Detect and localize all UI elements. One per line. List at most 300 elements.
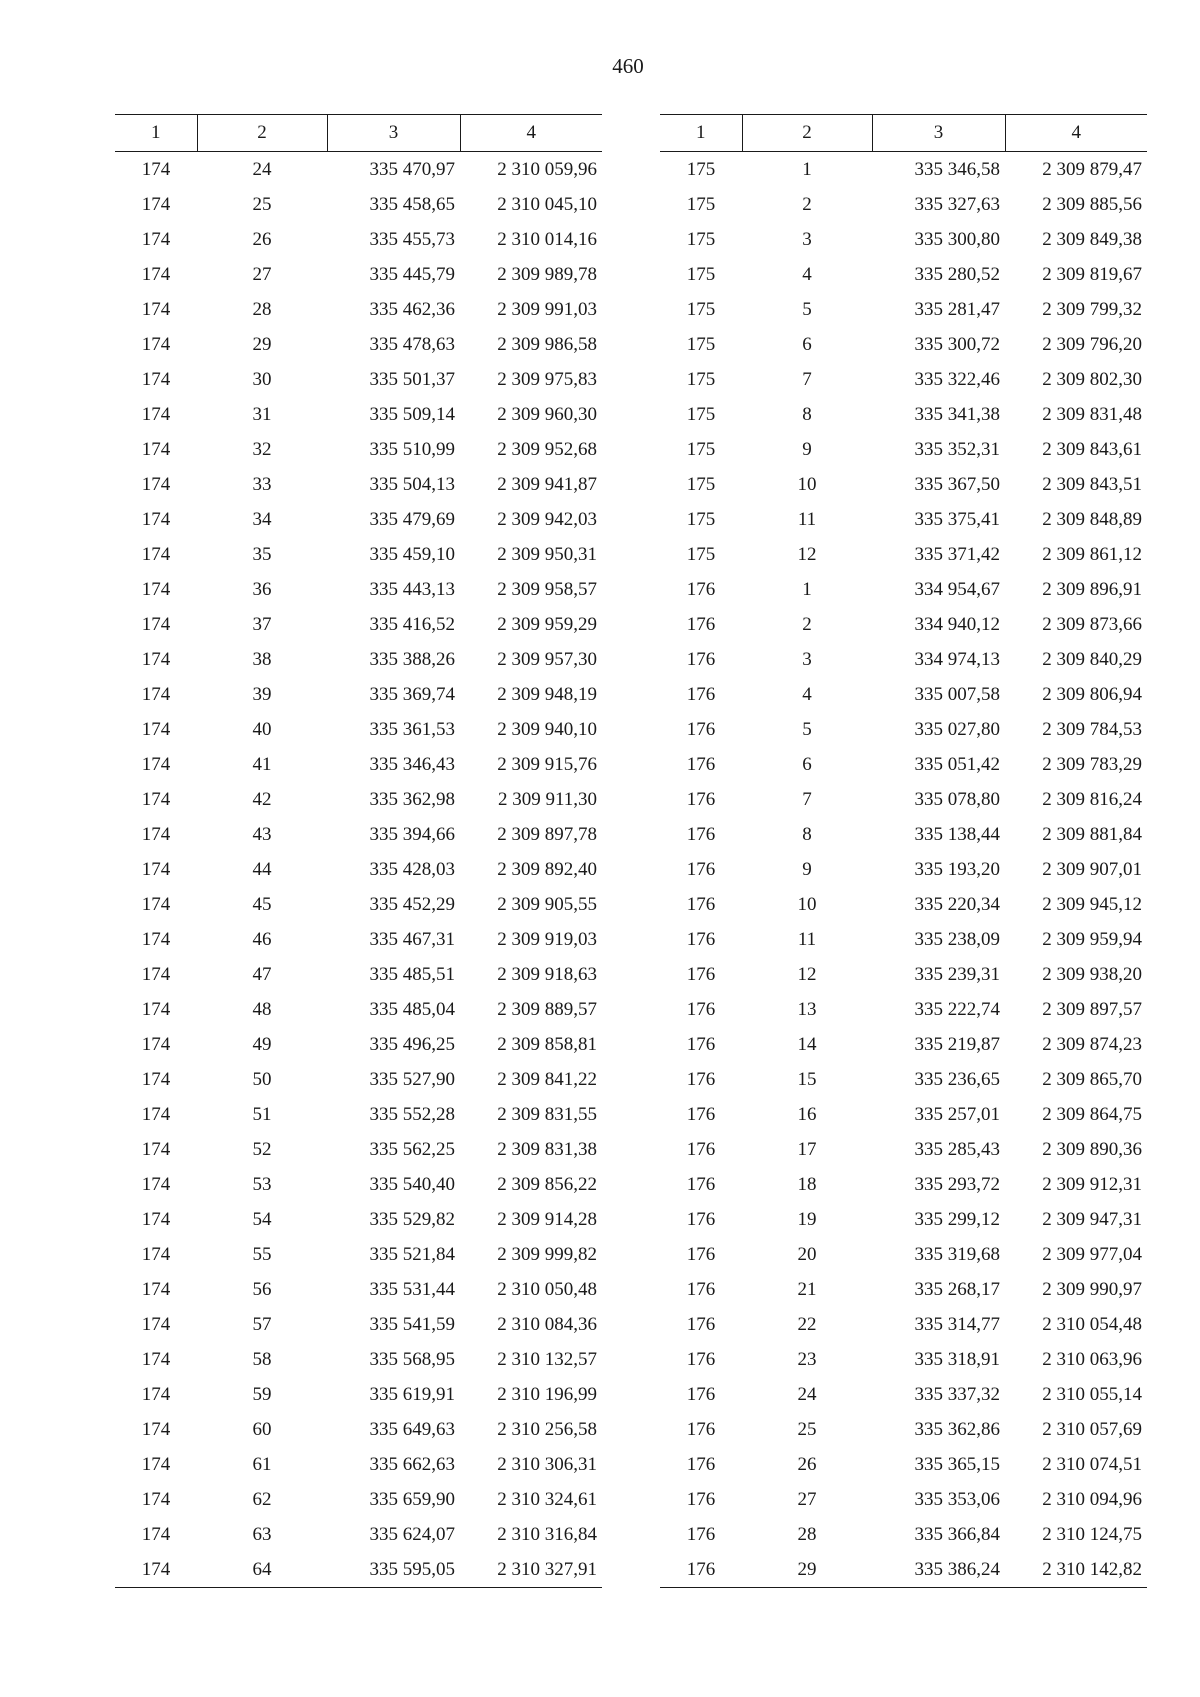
y-coordinate-cell: 2 309 945,12 [1042,893,1142,915]
section-number-cell: 174 [141,963,171,985]
table-row [115,257,602,292]
table-row [660,1342,1147,1377]
y-coordinate-cell: 2 310 074,51 [1042,1453,1142,1475]
table-row [660,607,1147,642]
section-number-cell: 176 [686,1313,716,1335]
y-coordinate-cell: 2 309 802,30 [1042,368,1142,390]
y-coordinate-cell: 2 309 911,30 [497,788,597,810]
y-coordinate-cell: 2 309 890,36 [1042,1138,1142,1160]
table-row [660,1097,1147,1132]
right-coordinates-table [660,114,1147,1588]
x-coordinate-cell: 335 268,17 [914,1278,1000,1300]
x-coordinate-cell: 335 138,44 [914,823,1000,845]
column-header-4: 4 [460,115,602,152]
section-number-cell: 174 [141,158,171,180]
y-coordinate-cell: 2 309 914,28 [497,1208,597,1230]
section-number-cell: 176 [686,718,716,740]
y-coordinate-cell: 2 309 919,03 [497,928,597,950]
point-number-cell: 32 [252,438,272,460]
section-number-cell: 175 [686,263,716,285]
y-coordinate-cell: 2 309 843,61 [1042,438,1142,460]
table-row [115,1552,602,1588]
y-coordinate-cell: 2 310 059,96 [497,158,597,180]
section-number-cell: 174 [141,718,171,740]
x-coordinate-cell: 335 595,05 [327,1552,460,1588]
section-number-cell: 176 [686,858,716,880]
table-row [115,992,602,1027]
section-number-cell: 174 [141,1488,171,1510]
table-row [115,887,602,922]
section-number-cell: 174 [141,1348,171,1370]
point-number-cell: 31 [252,403,272,425]
y-coordinate-cell: 2 310 306,31 [497,1453,597,1475]
point-number-cell: 57 [252,1313,272,1335]
y-coordinate-cell: 2 309 819,67 [1042,263,1142,285]
point-number-cell: 12 [797,543,817,565]
section-number-cell: 175 [686,403,716,425]
point-number-cell: 2 [802,193,812,215]
point-number-cell: 1 [802,578,812,600]
table-row [115,1202,602,1237]
x-coordinate-cell: 335 458,65 [369,193,455,215]
section-number-cell: 174 [141,788,171,810]
table-row [115,222,602,257]
section-number-cell: 174 [141,263,171,285]
point-number-cell: 62 [252,1488,272,1510]
section-number-cell: 175 [686,438,716,460]
point-number-cell: 54 [252,1208,272,1230]
point-number-cell: 46 [252,928,272,950]
x-coordinate-cell: 335 501,37 [369,368,455,390]
section-number-cell: 176 [686,1173,716,1195]
table-row [115,1097,602,1132]
y-coordinate-cell: 2 309 889,57 [497,998,597,1020]
point-number-cell: 8 [802,823,812,845]
point-number-cell: 41 [252,753,272,775]
y-coordinate-cell: 2 309 865,70 [1042,1068,1142,1090]
section-number-cell: 175 [686,508,716,530]
x-coordinate-cell: 335 293,72 [914,1173,1000,1195]
table-row [115,1272,602,1307]
x-coordinate-cell: 335 353,06 [914,1488,1000,1510]
section-number-cell: 176 [686,1418,716,1440]
point-number-cell: 7 [802,788,812,810]
x-coordinate-cell: 335 362,98 [369,788,455,810]
y-coordinate-cell: 2 310 327,91 [460,1552,602,1588]
x-coordinate-cell: 335 219,87 [914,1033,1000,1055]
table-row [660,922,1147,957]
x-coordinate-cell: 335 300,72 [914,333,1000,355]
section-number-cell: 176 [686,1068,716,1090]
table-row [115,1307,602,1342]
section-number-cell: 174 [141,1243,171,1265]
y-coordinate-cell: 2 309 806,94 [1042,683,1142,705]
y-coordinate-cell: 2 309 843,51 [1042,473,1142,495]
section-number-cell: 174 [141,1068,171,1090]
y-coordinate-cell: 2 309 986,58 [497,333,597,355]
table-row [660,677,1147,712]
table-row [115,1377,602,1412]
section-number-cell: 174 [141,683,171,705]
point-number-cell: 61 [252,1453,272,1475]
y-coordinate-cell: 2 309 873,66 [1042,613,1142,635]
header-row [660,115,1147,152]
point-number-cell: 44 [252,858,272,880]
y-coordinate-cell: 2 309 879,47 [1042,158,1142,180]
y-coordinate-cell: 2 310 045,10 [497,193,597,215]
y-coordinate-cell: 2 309 799,32 [1042,298,1142,320]
point-number-cell: 11 [797,928,817,950]
point-number-cell: 1 [802,158,812,180]
y-coordinate-cell: 2 309 796,20 [1042,333,1142,355]
table-row [660,1167,1147,1202]
x-coordinate-cell: 335 299,12 [914,1208,1000,1230]
y-coordinate-cell: 2 309 892,40 [497,858,597,880]
section-number-cell: 176 [686,1208,716,1230]
table-row [660,572,1147,607]
y-coordinate-cell: 2 309 958,57 [497,578,597,600]
x-coordinate-cell: 335 521,84 [369,1243,455,1265]
x-coordinate-cell: 335 552,28 [369,1103,455,1125]
x-coordinate-cell: 335 371,42 [914,543,1000,565]
point-number-cell: 40 [252,718,272,740]
y-coordinate-cell: 2 309 999,82 [497,1243,597,1265]
section-number-cell: 174 [141,1138,171,1160]
point-number-cell: 28 [252,298,272,320]
table-row [115,642,602,677]
x-coordinate-cell: 335 619,91 [369,1383,455,1405]
section-number-cell: 174 [141,998,171,1020]
x-coordinate-cell: 335 362,86 [914,1418,1000,1440]
section-number-cell: 176 [660,1552,742,1588]
section-number-cell: 176 [686,928,716,950]
point-number-cell: 29 [252,333,272,355]
y-coordinate-cell: 2 310 124,75 [1042,1523,1142,1545]
section-number-cell: 174 [141,893,171,915]
x-coordinate-cell: 335 388,26 [369,648,455,670]
column-header-1: 1 [660,115,742,152]
y-coordinate-cell: 2 309 950,31 [497,543,597,565]
y-coordinate-cell: 2 309 784,53 [1042,718,1142,740]
x-coordinate-cell: 335 510,99 [369,438,455,460]
y-coordinate-cell: 2 309 907,01 [1042,858,1142,880]
x-coordinate-cell: 335 529,82 [369,1208,455,1230]
y-coordinate-cell: 2 309 915,76 [497,753,597,775]
y-coordinate-cell: 2 309 858,81 [497,1033,597,1055]
point-number-cell: 55 [252,1243,272,1265]
y-coordinate-cell: 2 309 831,55 [497,1103,597,1125]
y-coordinate-cell: 2 309 948,19 [497,683,597,705]
section-number-cell: 176 [686,753,716,775]
table-row [660,1272,1147,1307]
point-number-cell: 9 [802,438,812,460]
point-number-cell: 34 [252,508,272,530]
point-number-cell: 5 [802,718,812,740]
y-coordinate-cell: 2 309 952,68 [497,438,597,460]
x-coordinate-cell: 335 375,41 [914,508,1000,530]
x-coordinate-cell: 335 300,80 [914,228,1000,250]
point-number-cell: 7 [802,368,812,390]
y-coordinate-cell: 2 309 912,31 [1042,1173,1142,1195]
point-number-cell: 25 [797,1418,817,1440]
y-coordinate-cell: 2 309 941,87 [497,473,597,495]
table-row [115,1447,602,1482]
x-coordinate-cell: 335 504,13 [369,473,455,495]
table-row [115,817,602,852]
x-coordinate-cell: 335 078,80 [914,788,1000,810]
table-row [115,327,602,362]
section-number-cell: 174 [141,1523,171,1545]
x-coordinate-cell: 335 337,32 [914,1383,1000,1405]
y-coordinate-cell: 2 309 897,78 [497,823,597,845]
table-row [115,537,602,572]
y-coordinate-cell: 2 309 856,22 [497,1173,597,1195]
table-row [115,1237,602,1272]
section-number-cell: 174 [141,1313,171,1335]
y-coordinate-cell: 2 310 055,14 [1042,1383,1142,1405]
y-coordinate-cell: 2 309 831,48 [1042,403,1142,425]
section-number-cell: 174 [141,613,171,635]
y-coordinate-cell: 2 310 324,61 [497,1488,597,1510]
y-coordinate-cell: 2 309 977,04 [1042,1243,1142,1265]
section-number-cell: 176 [686,648,716,670]
y-coordinate-cell: 2 310 142,82 [1005,1552,1147,1588]
x-coordinate-cell: 335 540,40 [369,1173,455,1195]
point-number-cell: 2 [802,613,812,635]
x-coordinate-cell: 335 649,63 [369,1418,455,1440]
x-coordinate-cell: 335 462,36 [369,298,455,320]
table-row [115,502,602,537]
point-number-cell: 28 [797,1523,817,1545]
point-number-cell: 10 [797,473,817,495]
x-coordinate-cell: 335 428,03 [369,858,455,880]
point-number-cell: 10 [797,893,817,915]
table-row [115,747,602,782]
x-coordinate-cell: 335 314,77 [914,1313,1000,1335]
y-coordinate-cell: 2 310 054,48 [1042,1313,1142,1335]
point-number-cell: 53 [252,1173,272,1195]
table-row [660,1482,1147,1517]
x-coordinate-cell: 335 322,46 [914,368,1000,390]
section-number-cell: 176 [686,1488,716,1510]
column-header-2: 2 [742,115,872,152]
x-coordinate-cell: 335 239,31 [914,963,1000,985]
x-coordinate-cell: 335 527,90 [369,1068,455,1090]
y-coordinate-cell: 2 309 947,31 [1042,1208,1142,1230]
y-coordinate-cell: 2 309 959,94 [1042,928,1142,950]
y-coordinate-cell: 2 309 975,83 [497,368,597,390]
x-coordinate-cell: 335 193,20 [914,858,1000,880]
y-coordinate-cell: 2 309 938,20 [1042,963,1142,985]
section-number-cell: 175 [686,543,716,565]
x-coordinate-cell: 335 238,09 [914,928,1000,950]
section-number-cell: 174 [141,1173,171,1195]
table-row [660,852,1147,887]
section-number-cell: 174 [141,473,171,495]
table-row [115,362,602,397]
section-number-cell: 174 [141,1418,171,1440]
point-number-cell: 8 [802,403,812,425]
table-row [115,1342,602,1377]
x-coordinate-cell: 335 659,90 [369,1488,455,1510]
table-row [660,1062,1147,1097]
point-number-cell: 42 [252,788,272,810]
x-coordinate-cell: 335 007,58 [914,683,1000,705]
section-number-cell: 176 [686,1453,716,1475]
table-row [115,187,602,222]
section-number-cell: 175 [686,473,716,495]
table-row [660,1132,1147,1167]
x-coordinate-cell: 335 562,25 [369,1138,455,1160]
column-header-3: 3 [327,115,460,152]
x-coordinate-cell: 335 285,43 [914,1138,1000,1160]
table-row [660,152,1147,188]
y-coordinate-cell: 2 309 896,91 [1042,578,1142,600]
section-number-cell: 176 [686,1103,716,1125]
section-number-cell: 176 [686,998,716,1020]
point-number-cell: 15 [797,1068,817,1090]
section-number-cell: 175 [686,158,716,180]
y-coordinate-cell: 2 309 861,12 [1042,543,1142,565]
table-row [660,1517,1147,1552]
table-row [115,782,602,817]
section-number-cell: 174 [141,1208,171,1230]
section-number-cell: 176 [686,1278,716,1300]
x-coordinate-cell: 335 416,52 [369,613,455,635]
section-number-cell: 176 [686,893,716,915]
table-row [660,1377,1147,1412]
point-number-cell: 26 [797,1453,817,1475]
x-coordinate-cell: 335 455,73 [369,228,455,250]
section-number-cell: 174 [141,648,171,670]
table-row [660,1027,1147,1062]
section-number-cell: 175 [686,228,716,250]
section-number-cell: 174 [141,368,171,390]
x-coordinate-cell: 335 485,51 [369,963,455,985]
point-number-cell: 6 [802,753,812,775]
x-coordinate-cell: 335 327,63 [914,193,1000,215]
x-coordinate-cell: 335 369,74 [369,683,455,705]
point-number-cell: 5 [802,298,812,320]
x-coordinate-cell: 335 470,97 [369,158,455,180]
table-row [115,1132,602,1167]
x-coordinate-cell: 335 361,53 [369,718,455,740]
point-number-cell: 27 [797,1488,817,1510]
section-number-cell: 174 [141,438,171,460]
section-number-cell: 174 [141,823,171,845]
x-coordinate-cell: 335 280,52 [914,263,1000,285]
point-number-cell: 3 [802,648,812,670]
section-number-cell: 174 [141,1453,171,1475]
point-number-cell: 60 [252,1418,272,1440]
y-coordinate-cell: 2 310 084,36 [497,1313,597,1335]
table-row [115,467,602,502]
section-number-cell: 174 [141,1033,171,1055]
section-number-cell: 174 [141,1383,171,1405]
y-coordinate-cell: 2 309 960,30 [497,403,597,425]
section-number-cell: 174 [141,578,171,600]
table-row [660,992,1147,1027]
point-number-cell: 64 [197,1552,327,1588]
table-row [660,1447,1147,1482]
y-coordinate-cell: 2 310 094,96 [1042,1488,1142,1510]
point-number-cell: 24 [252,158,272,180]
x-coordinate-cell: 335 568,95 [369,1348,455,1370]
x-coordinate-cell: 335 541,59 [369,1313,455,1335]
table-row [115,1062,602,1097]
y-coordinate-cell: 2 309 864,75 [1042,1103,1142,1125]
column-header-3: 3 [872,115,1005,152]
x-coordinate-cell: 335 027,80 [914,718,1000,740]
point-number-cell: 21 [797,1278,817,1300]
point-number-cell: 35 [252,543,272,565]
point-number-cell: 18 [797,1173,817,1195]
table-row [115,397,602,432]
x-coordinate-cell: 335 662,63 [369,1453,455,1475]
section-number-cell: 175 [686,193,716,215]
table-row [115,432,602,467]
section-number-cell: 176 [686,1033,716,1055]
x-coordinate-cell: 335 222,74 [914,998,1000,1020]
section-number-cell: 174 [141,298,171,320]
y-coordinate-cell: 2 309 989,78 [497,263,597,285]
y-coordinate-cell: 2 310 256,58 [497,1418,597,1440]
section-number-cell: 175 [686,298,716,320]
point-number-cell: 3 [802,228,812,250]
left-coordinates-table [115,114,602,1588]
point-number-cell: 13 [797,998,817,1020]
table-row [115,1027,602,1062]
table-row [115,1482,602,1517]
point-number-cell: 16 [797,1103,817,1125]
y-coordinate-cell: 2 309 849,38 [1042,228,1142,250]
point-number-cell: 58 [252,1348,272,1370]
x-coordinate-cell: 335 452,29 [369,893,455,915]
table-row [660,887,1147,922]
y-coordinate-cell: 2 309 959,29 [497,613,597,635]
x-coordinate-cell: 335 220,34 [914,893,1000,915]
y-coordinate-cell: 2 309 881,84 [1042,823,1142,845]
table-row [115,152,602,188]
y-coordinate-cell: 2 309 918,63 [497,963,597,985]
table-row [660,502,1147,537]
table-row [660,292,1147,327]
table-row [115,957,602,992]
point-number-cell: 4 [802,263,812,285]
column-header-4: 4 [1005,115,1147,152]
x-coordinate-cell: 335 318,91 [914,1348,1000,1370]
x-coordinate-cell: 335 485,04 [369,998,455,1020]
y-coordinate-cell: 2 309 957,30 [497,648,597,670]
point-number-cell: 6 [802,333,812,355]
point-number-cell: 23 [797,1348,817,1370]
y-coordinate-cell: 2 310 316,84 [497,1523,597,1545]
section-number-cell: 174 [141,403,171,425]
y-coordinate-cell: 2 309 885,56 [1042,193,1142,215]
section-number-cell: 174 [141,543,171,565]
y-coordinate-cell: 2 309 816,24 [1042,788,1142,810]
x-coordinate-cell: 334 954,67 [914,578,1000,600]
point-number-cell: 24 [797,1383,817,1405]
point-number-cell: 20 [797,1243,817,1265]
y-coordinate-cell: 2 309 841,22 [497,1068,597,1090]
x-coordinate-cell: 335 346,58 [914,158,1000,180]
table-row [115,607,602,642]
table-row [115,572,602,607]
section-number-cell: 174 [141,753,171,775]
point-number-cell: 9 [802,858,812,880]
table-row [115,852,602,887]
